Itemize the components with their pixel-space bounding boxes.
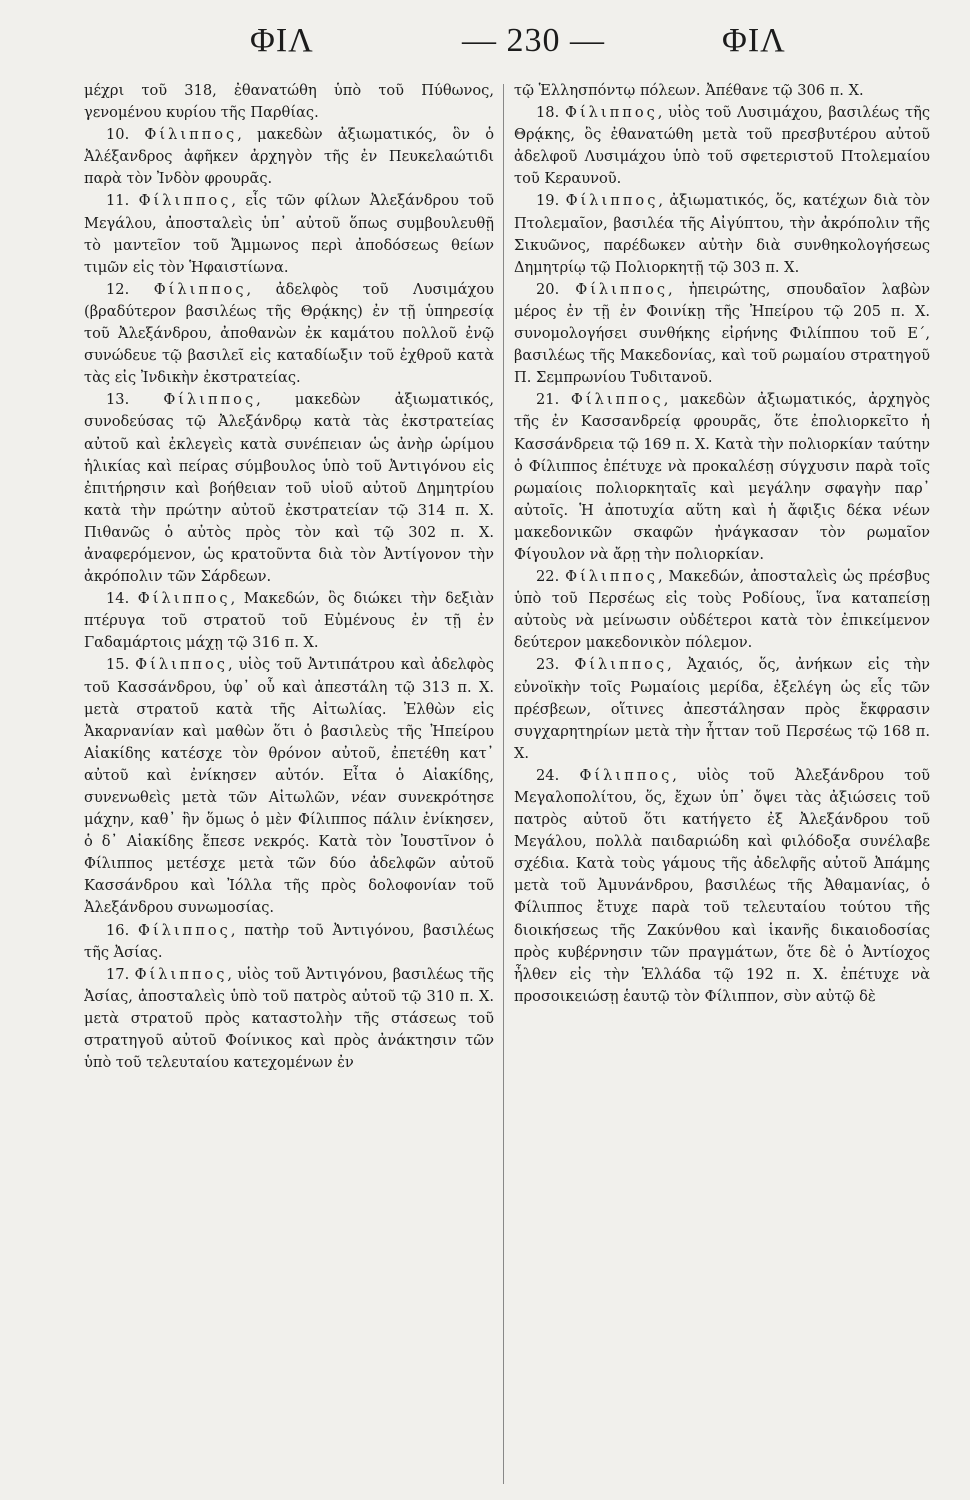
page-number: — 230 — <box>462 22 605 59</box>
entry-name: Φίλιππος <box>135 656 228 674</box>
entry-text: , Ἀχαιός, ὅς, ἀνήκων εἰς τὴν εὐνοϊκὴν τοῖς Ρωμαίοις μερίδα, ἐξελέγη ὡς εἷς τῶν πρέσβεων, οἵτινες ἀπεστάλησαν πρὸς ἔκφρασιν συγχαρητηρίων μετὰ τὴν ἧτταν τοῦ Περσέως τῷ 168 π. Χ. <box>514 656 930 762</box>
entry-text: , υἱὸς τοῦ Ἀλεξάνδρου τοῦ Μεγαλοπολίτου, ὅς, ἔχων ὑπ᾽ ὄψει τὰς ἀξιώσεις τοῦ πατρὸς αὐτοῦ ὅτι κατήγετο ἐξ Ἀλεξάνδρου τοῦ Μεγάλου, πολλὰ παιδαριώδη καὶ φιλόδοξα συνέλαβε σχέδια. Κατὰ τοὺς γάμους τῆς ἀδελφῆς αὐτοῦ Ἀπάμης μετὰ τοῦ Ἀμυνάνδρου, βασιλέως τῆς Ἀθαμανίας, ὁ Φίλιππος ἔτυχε παρὰ τοῦ τελευταίου τούτου τῆς διοικήσεως τῆς Ζακύνθου καὶ ἱκανῆς δικαιοδοσίας πρὸς κυβέρνησιν τῶν πραγμάτων, ὅτε δὲ ὁ Ἀντίοχος ἦλθεν εἰς τὴν Ἑλλάδα τῷ 192 π. Χ. ἐπέτυχε νὰ προσοικειώσῃ ἑαυτῷ τὸν Φίλιππον, σὺν αὐτῷ δὲ <box>514 766 930 1005</box>
entry-paragraph <box>84 190 494 278</box>
entry-paragraph <box>84 920 494 964</box>
entry-text: μέχρι τοῦ 318, ἐθανατώθη ὑπὸ τοῦ Πύθωνος, γενομένου κυρίου τῆς Παρθίας. <box>84 82 494 122</box>
entry-number: 11. <box>106 192 139 210</box>
entry-paragraph <box>514 279 930 389</box>
entry-text: , Μακεδών, ἀποσταλεὶς ὡς πρέσβυς ὑπὸ τοῦ Περσέως εἰς τοὺς Ροδίους, ἵνα καταπείσῃ αὐτοὺς νὰ μείνωσιν οὐδέτεροι κατὰ τὸν ἐπικείμενον δεύτερον μακεδονικὸν πόλεμον. <box>514 568 930 652</box>
entry-name: Φίλιππος <box>138 921 231 939</box>
entry-name: Φίλιππος <box>144 126 238 144</box>
entry-number: 21. <box>536 391 571 409</box>
entry-number: 14. <box>106 590 138 608</box>
entry-number: 23. <box>536 656 575 674</box>
entry-name: Φίλιππος <box>138 192 232 210</box>
page-header <box>0 22 970 72</box>
entry-text: , μακεδὼν ἀξιωματικός, ἀρχηγὸς τῆς ἐν Κασσανδρείᾳ φρουρᾶς, ὅτε ἐπολιορκεῖτο ἡ Κασσάνδρεια τῷ 169 π. Χ. Κατὰ τὴν πολιορκίαν ταύτην ὁ Φίλιππος ἐπέτυχε νὰ προκαλέσῃ σύγχυσιν παρὰ τοῖς ρωμαίοις πολιορκηταῖς καὶ μεγάλην σφαγὴν παρ᾽ αὐτοῖς. Ἡ ἀποτυχία αὕτη καὶ ἡ ἄφιξις δέκα νέων μακεδονικῶν σκαφῶν ἠνάγκασαν τὸν ρωμαῖον Φίγουλον νὰ ἄρῃ τὴν πολιορκίαν. <box>514 391 930 563</box>
entry-name: Φίλιππος <box>163 391 257 409</box>
entry-name: Φίλιππος <box>565 568 658 586</box>
entry-name: Φίλιππος <box>574 656 668 674</box>
entry-name: Φίλιππος <box>137 590 231 608</box>
entry-text: , ἀξιωματικός, ὅς, κατέχων διὰ τὸν Πτολεμαῖον, βασιλέα τῆς Αἰγύπτου, τὴν ἀκρόπολιν τῆς Σικυῶνος, παρέδωκεν αὐτὴν διὰ συνθηκολογήσεως Δημητρίῳ τῷ Πολιορκητῇ τῷ 303 π. Χ. <box>514 192 930 276</box>
column-divider <box>503 84 504 1484</box>
entry-paragraph <box>514 190 930 278</box>
entry-text: , Μακεδών, ὃς διώκει τὴν δεξιὰν πτέρυγα τοῦ στρατοῦ τοῦ Εὐμένους ἐν τῇ ἐν Γαδαμάρτοις μάχῃ τῷ 316 π. Χ. <box>84 590 494 652</box>
entry-text: , υἱὸς τοῦ Ἀντιγόνου, βασιλέως τῆς Ἀσίας, ἀποσταλεὶς ὑπὸ τοῦ πατρὸς αὐτοῦ τῷ 310 π. Χ. μετὰ στρατοῦ πρὸς καταστολὴν τῆς στάσεως τοῦ στρατηγοῦ αὐτοῦ Φοίνικος καὶ πρὸς ἀνάκτησιν τῶν ὑπὸ τοῦ τελευταίου κατεχομένων ἐν <box>84 965 494 1072</box>
entry-number: 10. <box>106 126 145 144</box>
entry-number: 17. <box>106 965 135 983</box>
right-column <box>514 80 930 1490</box>
entry-number: 15. <box>106 656 136 674</box>
running-head-left: ΦΙΛ <box>250 22 314 59</box>
entry-text: , ἠπειρώτης, σπουδαῖον λαβὼν μέρος ἐν τῇ ἐν Φοινίκῃ τῆς Ἠπείρου τῷ 205 π. Χ. συνομολογήσει συνθήκης εἰρήνης Φιλίππου τοῦ Ε´, βασιλέως τῆς Μακεδονίας, καὶ τοῦ ρωμαίου στρατηγοῦ Π. Σεμπρωνίου Τυδιτανοῦ. <box>514 280 930 387</box>
entry-name: Φίλιππος <box>153 280 247 298</box>
entry-paragraph <box>84 654 494 919</box>
entry-paragraph <box>514 80 930 102</box>
entry-paragraph <box>84 279 494 389</box>
entry-paragraph <box>514 389 930 566</box>
entry-name: Φίλιππος <box>564 104 658 122</box>
entry-number: 13. <box>106 391 164 409</box>
entry-number: 18. <box>536 104 565 122</box>
entry-name: Φίλιππος <box>565 192 659 210</box>
entry-text: , εἷς τῶν φίλων Ἀλεξάνδρου τοῦ Μεγάλου, ἀποσταλεὶς ὑπ᾽ αὐτοῦ ὅπως συμβουλευθῇ τὸ μαντεῖον τοῦ Ἄμμωνος περὶ ἀποδόσεως θείων τιμῶν εἰς τὸν Ἡφαιστίωνα. <box>84 192 494 276</box>
entry-paragraph <box>514 102 930 190</box>
entry-paragraph <box>84 80 494 124</box>
entry-number: 22. <box>536 568 566 586</box>
entry-text: , μακεδὼν ἀξιωματικός, συνοδεύσας τῷ Ἀλεξάνδρῳ κατὰ τὰς ἐκστρατείας αὐτοῦ καὶ ἐκλεγεὶς κατὰ συνέπειαν ὡς ἀνὴρ ὡρίμου ἡλικίας καὶ πείρας σύμβουλος ὑπὸ τοῦ Ἀντιγόνου εἰς ἐπιτήρησιν καὶ βοήθειαν τοῦ υἱοῦ αὐτοῦ Δημητρίου κατὰ τὴν πρώτην αὐτοῦ ἐκστρατείαν τῷ 314 π. Χ. Πιθανῶς ὁ αὐτὸς πρὸς τὸν καὶ τῷ 302 π. Χ. ἀναφερόμενον, ὡς κρατοῦντα διὰ τὸν Ἀντίγονον τὴν ἀκρόπολιν τῶν Σάρδεων. <box>84 391 494 586</box>
entry-name: Φίλιππος <box>579 766 673 784</box>
entry-text: , ἀδελφὸς τοῦ Λυσιμάχου (βραδύτερον βασιλέως τῆς Θρᾴκης) ἐν τῇ ὑπηρεσίᾳ τοῦ Ἀλεξάνδρου, ἀποθανὼν ἐκ καμάτου πολλοῦ ἐνῷ συνώδευε τῷ βασιλεῖ εἰς καταδίωξιν τοῦ ἐχθροῦ κατὰ τὰς εἰς Ἰνδικὴν ἐκστρατείας. <box>84 280 494 387</box>
entry-text: , υἱὸς τοῦ Λυσιμάχου, βασιλέως τῆς Θρᾴκης, ὃς ἐθανατώθη μετὰ τοῦ πρεσβυτέρου αὐτοῦ ἀδελφοῦ Λυσιμάχου ὑπὸ τοῦ σφετεριστοῦ Πτολεμαίου τοῦ Κεραυνοῦ. <box>514 104 930 188</box>
entry-name: Φίλιππος <box>575 280 669 298</box>
entry-number: 24. <box>536 766 580 784</box>
entry-number: 20. <box>536 280 576 298</box>
running-head-right: ΦΙΛ <box>722 22 786 59</box>
entry-text: , μακεδὼν ἀξιωματικός, ὃν ὁ Ἀλέξανδρος ἀφῆκεν ἀρχηγὸν τῆς ἐν Πευκελαώτιδι παρὰ τὸν Ἰνδὸν φρουρᾶς. <box>84 126 494 188</box>
entry-number: 16. <box>106 921 139 939</box>
entry-name: Φίλιππος <box>570 391 664 409</box>
entry-number: 12. <box>106 280 154 298</box>
entry-text: τῷ Ἑλλησπόντῳ πόλεων. Ἀπέθανε τῷ 306 π. Χ. <box>514 82 864 99</box>
entry-text: , υἱὸς τοῦ Ἀντιπάτρου καὶ ἀδελφὸς τοῦ Κασσάνδρου, ὑφ᾽ οὗ καὶ ἀπεστάλη τῷ 313 π. Χ. μετὰ στρατοῦ κατὰ τῆς Αἰτωλίας. Ἐλθὼν εἰς Ἀκαρνανίαν καὶ μαθὼν ὅτι ὁ βασιλεὺς τῆς Ἠπείρου Αἰακίδης κατέσχε τὸν θρόνον αὐτοῦ, ἐπετέθη κατ᾽ αὐτοῦ καὶ ἐνίκησεν αὐτόν. Εἶτα ὁ Αἰακίδης, συνενωθεὶς μετὰ τῶν Αἰτωλῶν, νέαν συνεκρότησε μάχην, καθ᾽ ἣν ὅμως ὁ μὲν Φίλιππος πάλιν ἐνίκησεν, ὁ δ᾽ Αἰακίδης ἔπεσε νεκρός. Κατὰ τὸν Ἰουστῖνον ὁ Φίλιππος μετέσχε μετὰ τῶν δύο ἀδελφῶν αὐτοῦ Κασσάνδρου καὶ Ἰόλλα τῆς πρὸς δολοφονίαν τοῦ Ἀλεξάνδρου συνωμοσίας. <box>84 656 494 917</box>
entry-paragraph <box>514 765 930 1008</box>
entry-text: , πατὴρ τοῦ Ἀντιγόνου, βασιλέως τῆς Ἀσίας. <box>84 921 494 961</box>
entry-name: Φίλιππος <box>134 965 228 983</box>
entry-number: 19. <box>536 192 566 210</box>
entry-paragraph <box>84 588 494 654</box>
entry-paragraph <box>84 124 494 190</box>
entry-paragraph <box>514 566 930 654</box>
entry-paragraph <box>84 964 494 1074</box>
entry-paragraph <box>84 389 494 588</box>
left-column <box>84 80 494 1490</box>
entry-paragraph <box>514 654 930 764</box>
